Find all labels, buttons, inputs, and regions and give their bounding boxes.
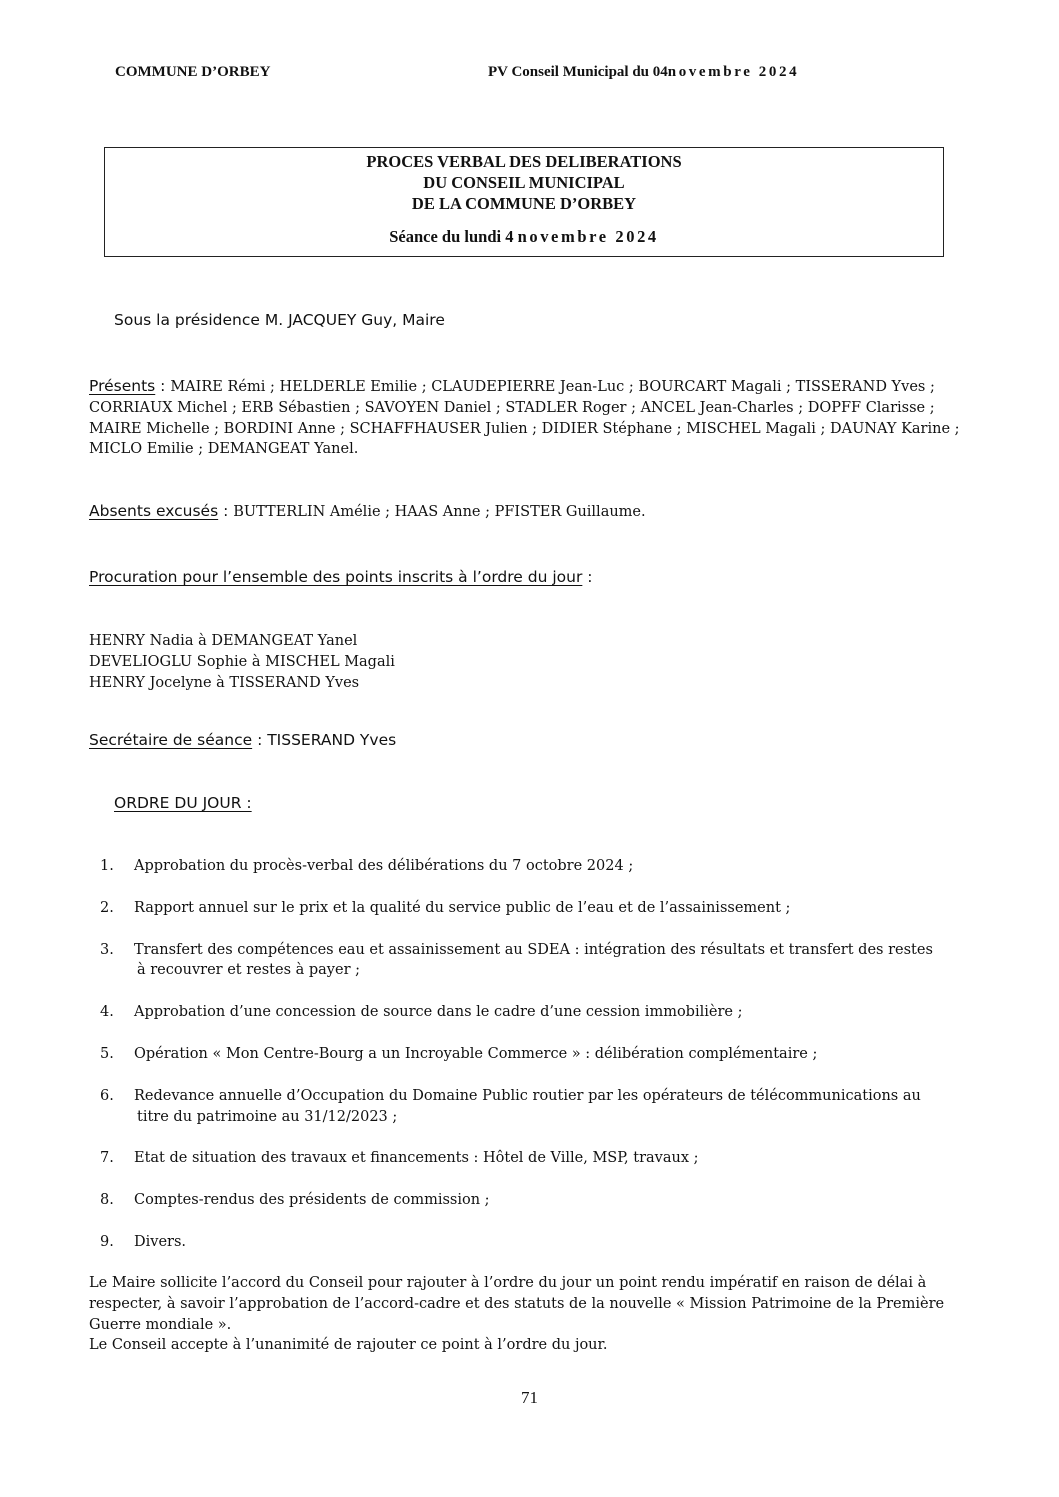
pv-header-prefix: PV Conseil Municipal du 04 bbox=[488, 64, 668, 80]
agenda-item bbox=[100, 1044, 970, 1065]
procuration-item: HENRY Jocelyne à TISSERAND Yves bbox=[89, 674, 360, 691]
pv-header-date: novembre 2024 bbox=[667, 64, 800, 80]
agenda-item bbox=[100, 1148, 970, 1169]
agenda-text: Transfert des compétences eau et assainissement au SDEA : intégration des résultats et transfert des restes bbox=[134, 941, 933, 958]
closing-line-4: Le Conseil accepte à l’unanimité de rajouter ce point à l’ordre du jour. bbox=[89, 1337, 608, 1354]
agenda-text: Approbation d’une concession de source dans le cadre d’une cession immobilière ; bbox=[134, 1004, 743, 1021]
agenda-number: 9. bbox=[100, 1233, 114, 1250]
closing-line-1: Le Maire sollicite l’accord du Conseil pour rajouter à l’ordre du jour un point rendu impératif en raison de délai à bbox=[89, 1275, 927, 1291]
closing-line-3: Guerre mondiale ». bbox=[89, 1316, 232, 1333]
procuration-item: HENRY Nadia à DEMANGEAT Yanel bbox=[89, 633, 358, 649]
agenda-item bbox=[100, 856, 970, 877]
procuration-item: DEVELIOGLU Sophie à MISCHEL Magali bbox=[89, 653, 395, 670]
agenda-number: 4. bbox=[100, 1004, 114, 1021]
secretaire-line bbox=[89, 731, 396, 749]
agenda-item bbox=[100, 1002, 970, 1023]
agenda-text-continued: à recouvrer et restes à payer ; bbox=[137, 962, 361, 979]
secretaire-value: : TISSERAND Yves bbox=[252, 731, 397, 749]
agenda-item bbox=[100, 1232, 970, 1253]
presents-label: Présents bbox=[89, 377, 156, 395]
title-line-2: DU CONSEIL MUNICIPAL bbox=[423, 173, 625, 192]
seance-prefix: Séance du lundi 4 bbox=[389, 227, 518, 246]
agenda-text: Approbation du procès-verbal des délibérations du 7 octobre 2024 ; bbox=[134, 858, 634, 874]
ordre-du-jour-heading: ORDRE DU JOUR : bbox=[114, 794, 252, 812]
procuration-heading bbox=[89, 568, 593, 586]
presents-section bbox=[89, 376, 959, 460]
pv-header bbox=[488, 64, 799, 81]
procuration-label: Procuration pour l’ensemble des points inscrits à l’ordre du jour bbox=[89, 568, 583, 586]
agenda-text: Divers. bbox=[134, 1233, 187, 1250]
agenda-item bbox=[100, 898, 970, 919]
title-box bbox=[104, 147, 944, 257]
commune-header: COMMUNE D’ORBEY bbox=[115, 64, 271, 80]
secretaire-label: Secrétaire de séance bbox=[89, 731, 253, 749]
procuration-colon: : bbox=[582, 568, 593, 586]
agenda-text: Opération « Mon Centre-Bourg a un Incroyable Commerce » : délibération complémentaire ; bbox=[134, 1045, 818, 1062]
title-line-1: PROCES VERBAL DES DELIBERATIONS bbox=[366, 152, 682, 171]
agenda-item bbox=[100, 1190, 970, 1211]
page-number: 71 bbox=[521, 1388, 538, 1407]
absents-names: BUTTERLIN Amélie ; HAAS Anne ; PFISTER Guillaume. bbox=[233, 504, 646, 520]
absents-label: Absents excusés bbox=[89, 502, 219, 520]
closing-line-2: respecter, à savoir l’approbation de l’accord-cadre et des statuts de la nouvelle « Mission Patrimoine de la Première bbox=[89, 1295, 945, 1312]
agenda-text: Etat de situation des travaux et financements : Hôtel de Ville, MSP, travaux ; bbox=[134, 1150, 699, 1167]
agenda-list bbox=[100, 856, 970, 1274]
absents-colon: : bbox=[218, 502, 234, 520]
absents-section bbox=[89, 501, 646, 523]
agenda-text: Redevance annuelle d’Occupation du Domaine Public routier par les opérateurs de télécommunications au bbox=[134, 1087, 921, 1104]
seance-date: novembre 2024 bbox=[517, 227, 659, 246]
agenda-number: 2. bbox=[100, 899, 114, 916]
procuration-list bbox=[89, 631, 395, 693]
presents-colon: : bbox=[155, 377, 171, 395]
agenda-text-continued: titre du patrimoine au 31/12/2023 ; bbox=[137, 1108, 398, 1125]
agenda-item bbox=[100, 1086, 970, 1128]
agenda-number: 7. bbox=[100, 1150, 114, 1167]
seance-line bbox=[105, 226, 943, 247]
presidence-line: Sous la présidence M. JACQUEY Guy, Maire bbox=[114, 311, 445, 329]
agenda-text: Rapport annuel sur le prix et la qualité du service public de l’eau et de l’assainissement ; bbox=[134, 899, 791, 916]
presents-line-4: MICLO Emilie ; DEMANGEAT Yanel. bbox=[89, 441, 359, 458]
presents-line-2: CORRIAUX Michel ; ERB Sébastien ; SAVOYEN Daniel ; STADLER Roger ; ANCEL Jean-Charles ; DOPFF Clarisse ; bbox=[89, 399, 935, 416]
presents-line-3: MAIRE Michelle ; BORDINI Anne ; SCHAFFHAUSER Julien ; DIDIER Stéphane ; MISCHEL Magali ; DAUNAY Karine ; bbox=[89, 420, 960, 437]
agenda-number: 8. bbox=[100, 1192, 114, 1209]
agenda-number: 6. bbox=[100, 1087, 114, 1104]
agenda-number: 5. bbox=[100, 1045, 114, 1062]
agenda-number: 3. bbox=[100, 941, 114, 958]
closing-paragraph bbox=[89, 1273, 969, 1356]
agenda-item bbox=[100, 940, 970, 982]
title-line-3: DE LA COMMUNE D’ORBEY bbox=[411, 194, 637, 213]
presents-line-1: MAIRE Rémi ; HELDERLE Emilie ; CLAUDEPIERRE Jean-Luc ; BOURCART Magali ; TISSERAND Yves ; bbox=[170, 379, 935, 395]
agenda-number: 1. bbox=[100, 858, 114, 874]
agenda-text: Comptes-rendus des présidents de commission ; bbox=[134, 1192, 490, 1209]
